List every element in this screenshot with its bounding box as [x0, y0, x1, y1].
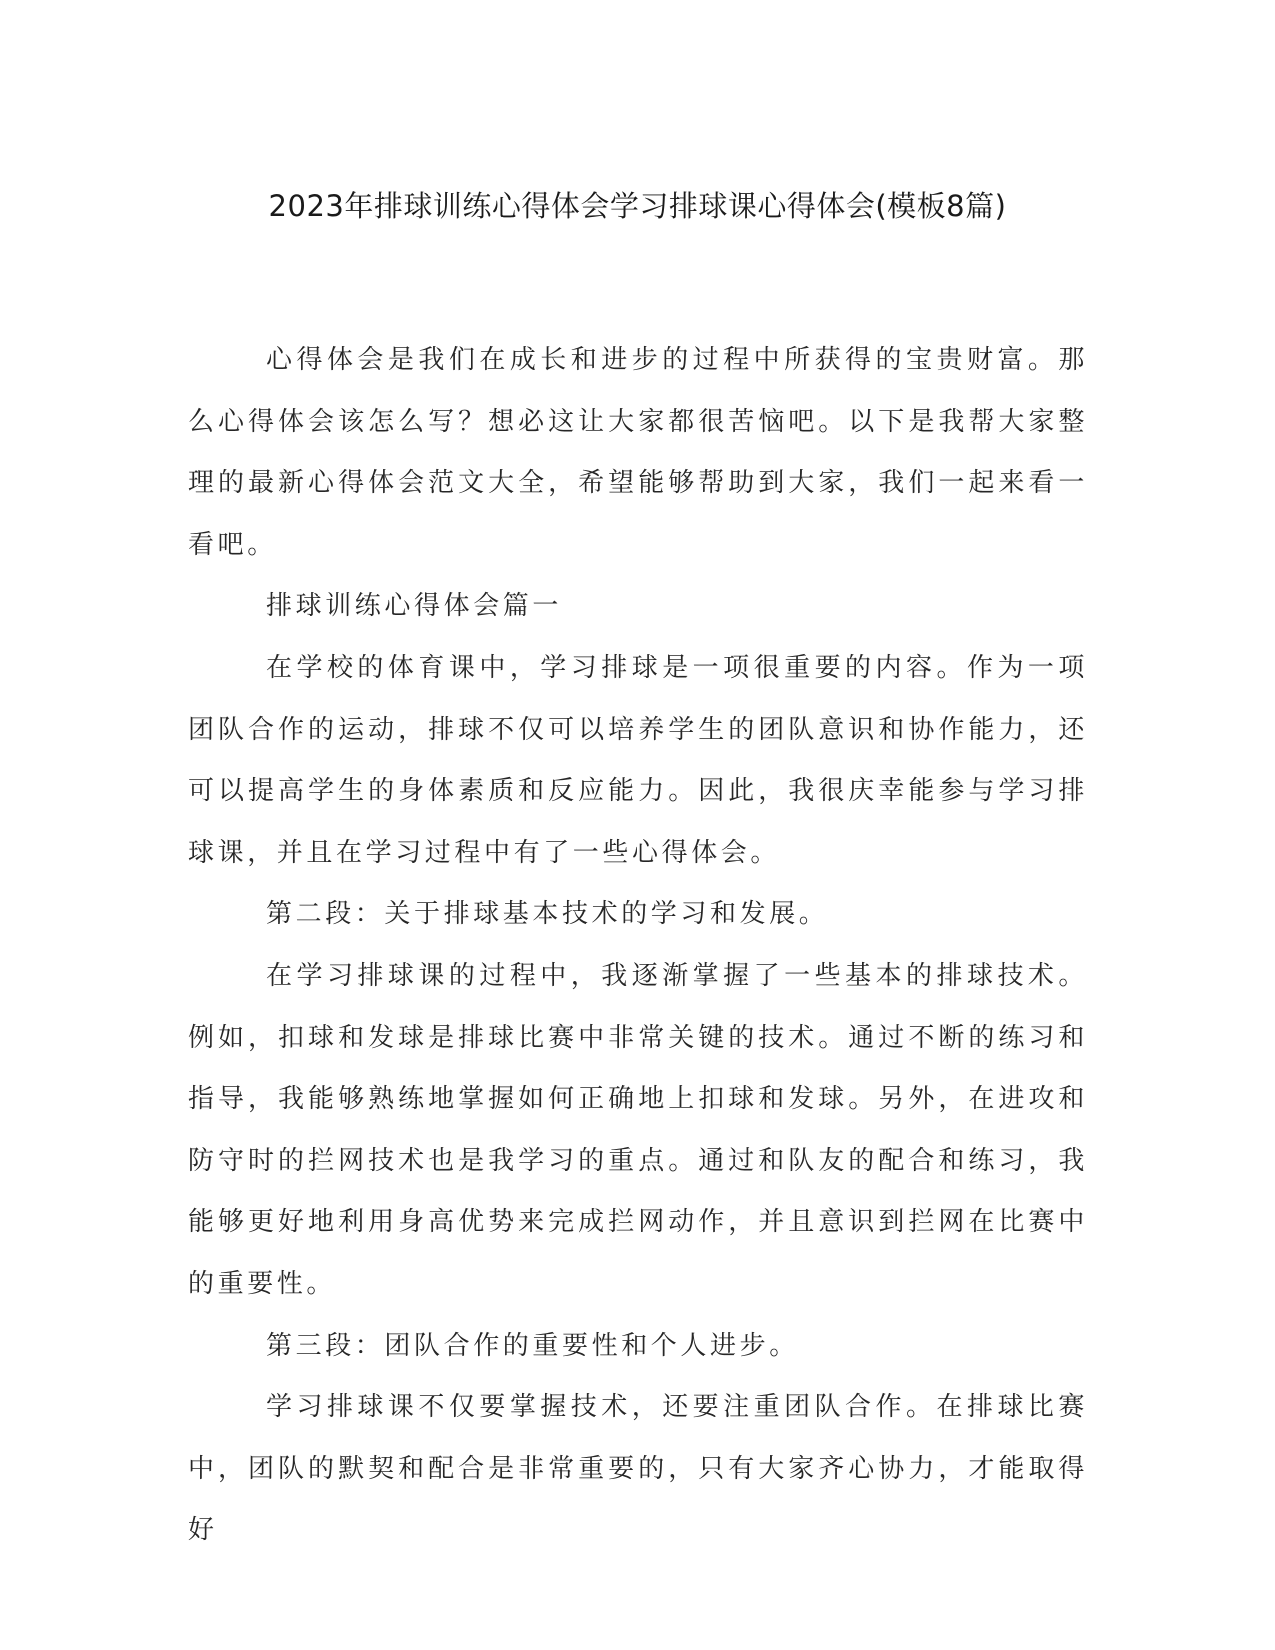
- document-body: [188, 330, 1088, 1562]
- body-paragraph: 学习排球课不仅要掌握技术，还要注重团队合作。在排球比赛中，团队的默契和配合是非常重要的，只有大家齐心协力，才能取得好: [188, 1392, 1088, 1546]
- document-title: 2023年排球训练心得体会学习排球课心得体会(模板8篇): [268, 189, 1007, 223]
- section-heading: 第三段：团队合作的重要性和个人进步。: [266, 1330, 799, 1361]
- section-heading: 第二段：关于排球基本技术的学习和发展。: [266, 899, 829, 930]
- section-heading: 排球训练心得体会篇一: [266, 591, 563, 622]
- body-paragraph: 在学校的体育课中，学习排球是一项很重要的内容。作为一项团队合作的运动，排球不仅可以培养学生的团队意识和协作能力，还可以提高学生的身体素质和反应能力。因此，我很庆幸能参与学习排球课，并且在学习过程中有了一些心得体会。: [188, 652, 1088, 868]
- body-paragraph: 在学习排球课的过程中，我逐渐掌握了一些基本的排球技术。例如，扣球和发球是排球比赛中非常关键的技术。通过不断的练习和指导，我能够熟练地掌握如何正确地上扣球和发球。另外，在进攻和防守时的拦网技术也是我学习的重点。通过和队友的配合和练习，我能够更好地利用身高优势来完成拦网动作，并且意识到拦网在比赛中的重要性。: [188, 960, 1088, 1299]
- intro-paragraph: 心得体会是我们在成长和进步的过程中所获得的宝贵财富。那么心得体会该怎么写？想必这让大家都很苦恼吧。以下是我帮大家整理的最新心得体会范文大全，希望能够帮助到大家，我们一起来看一看吧。: [188, 345, 1088, 560]
